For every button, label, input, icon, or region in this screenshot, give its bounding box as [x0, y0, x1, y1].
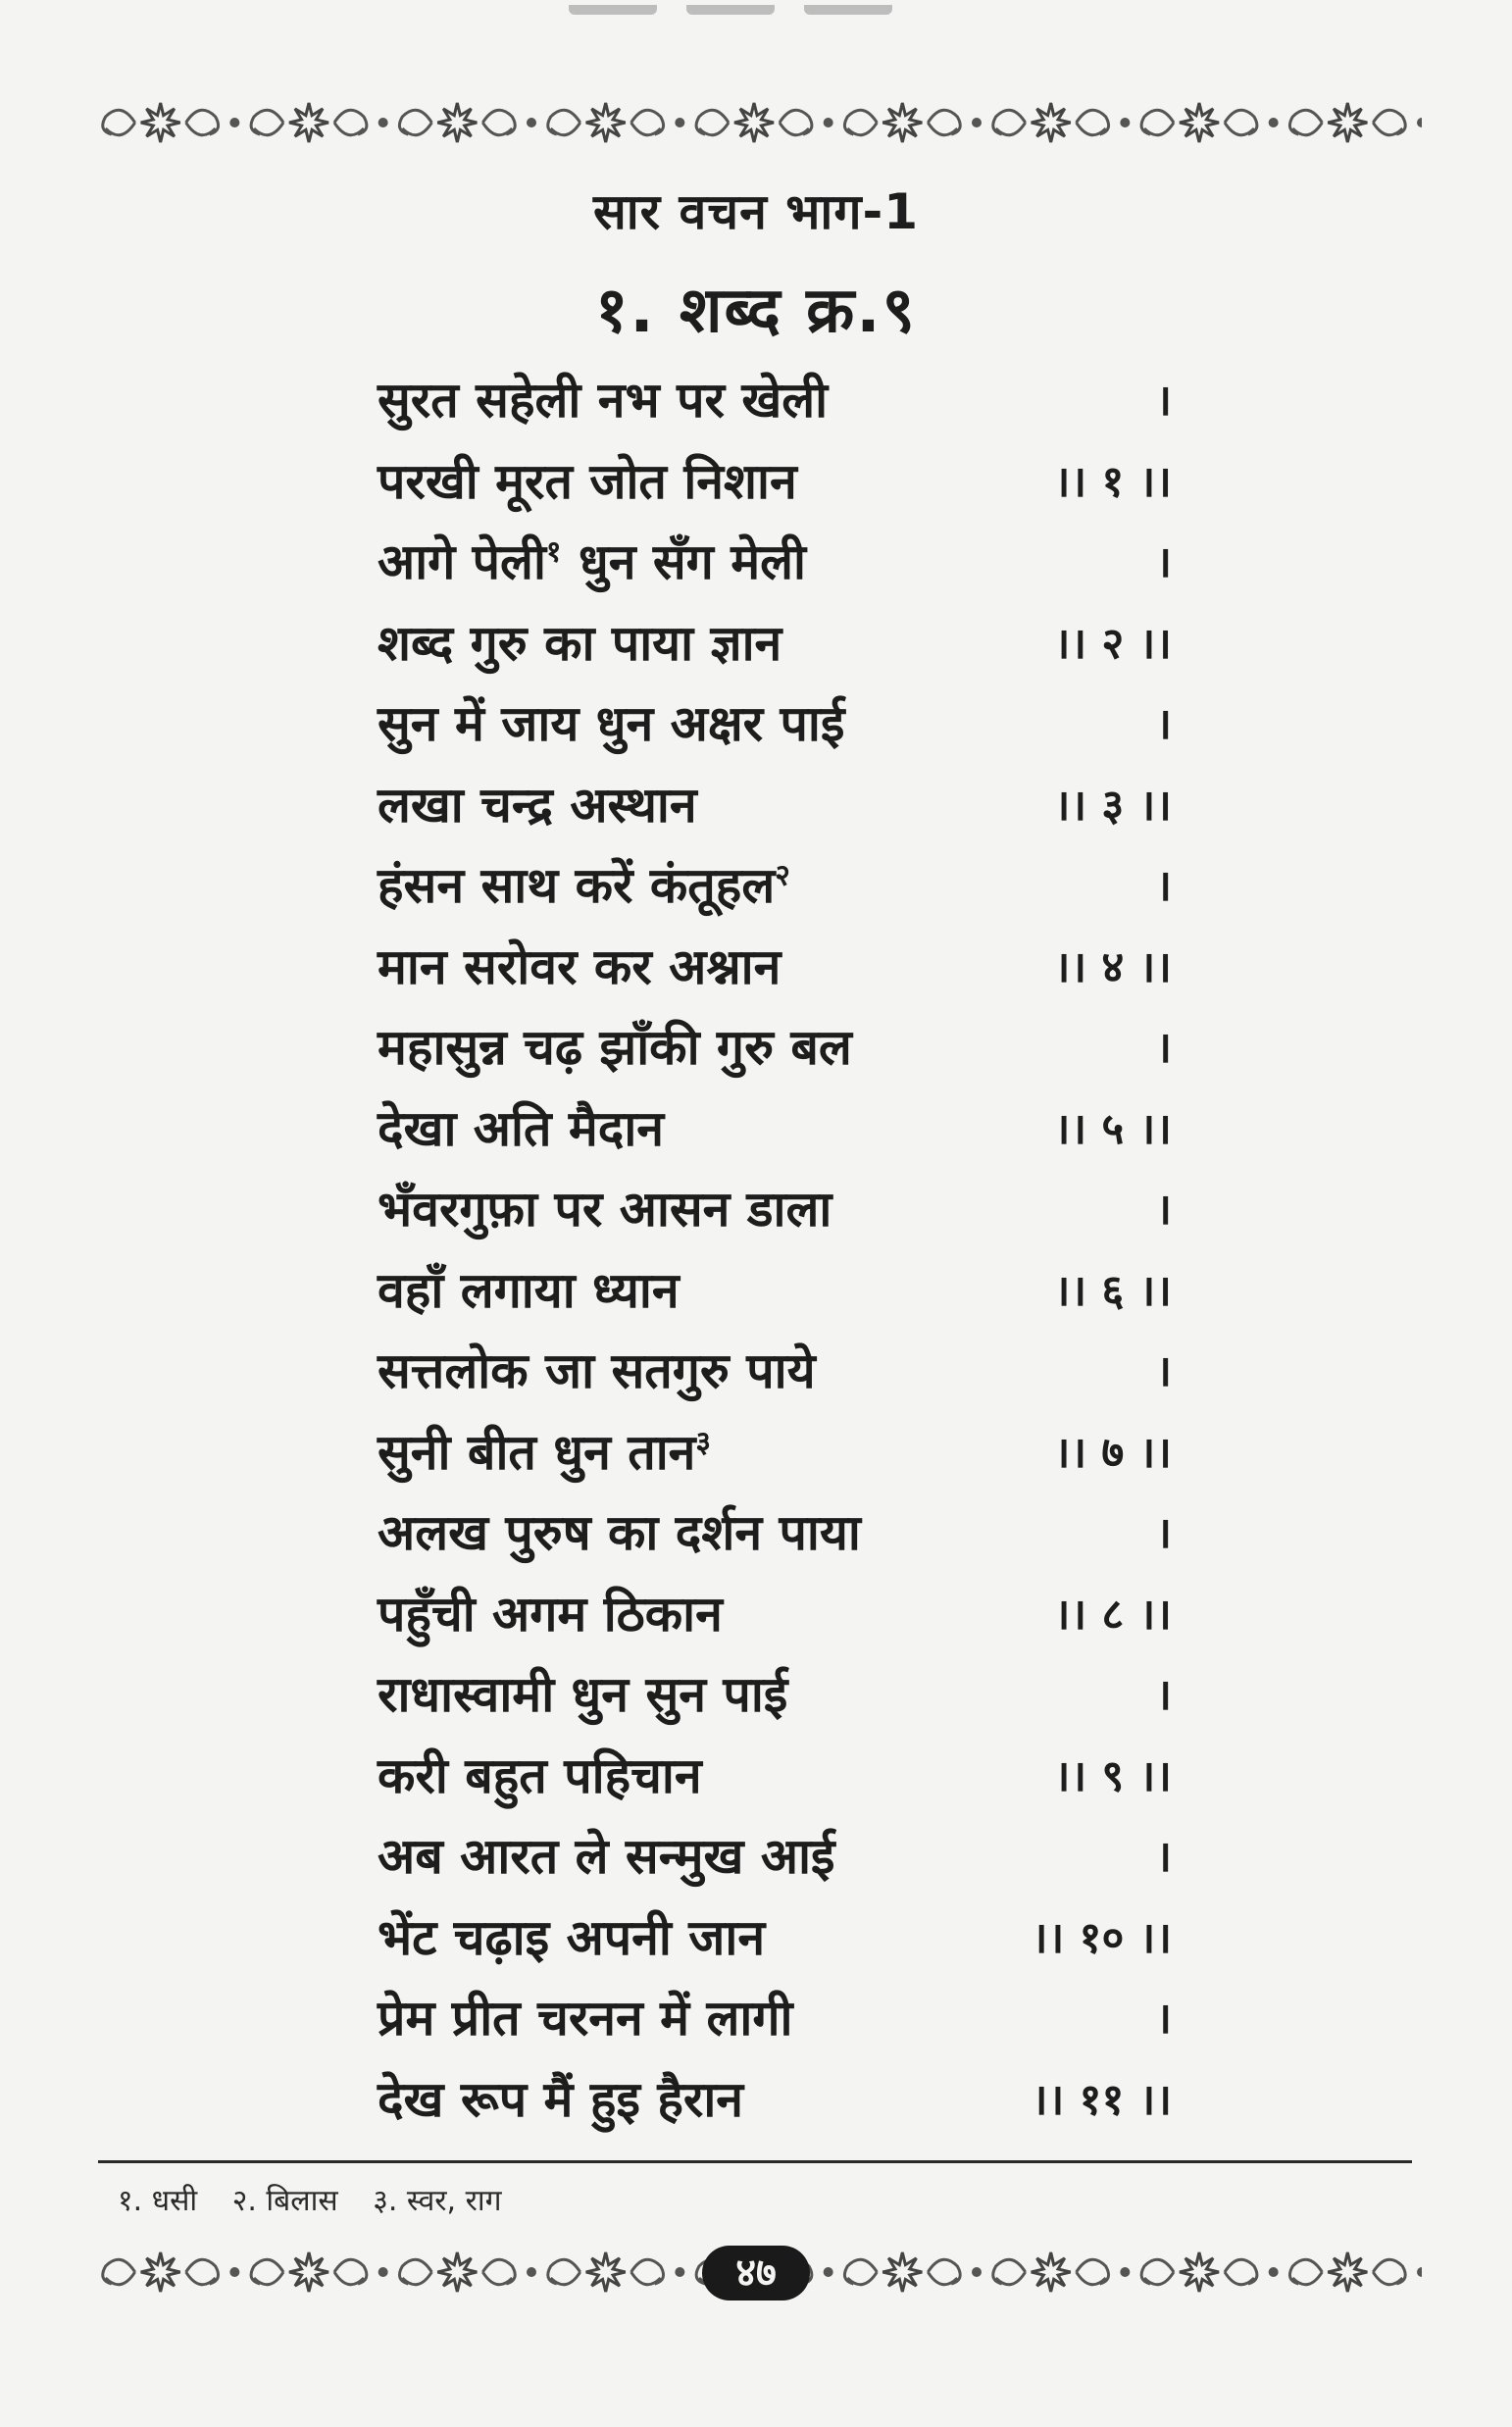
verse-text-main: पहुँची अगम ठिकान: [378, 1585, 723, 1643]
verse-end-mark: ।। १० ।।: [1031, 1912, 1172, 1963]
verse-line: [378, 1896, 1172, 1977]
verse-text: [378, 446, 1034, 513]
verse-end-mark: ।: [1155, 1508, 1172, 1559]
ornament-motif: [399, 2252, 536, 2292]
verse-text-main: वहाँ लगाया ध्यान: [378, 1261, 680, 1319]
verse-text-main: शब्द गुरु का पाया ज्ञान: [378, 614, 782, 672]
verse-text: [378, 850, 1135, 917]
top-ornament-svg: [86, 88, 1422, 157]
ornament-motif: [103, 2252, 240, 2292]
verse-text-main: महासुन्न चढ़ झाँकी गुरु बल: [378, 1019, 852, 1077]
ornament-motif: [1289, 103, 1422, 142]
verse-end-mark: ।: [1155, 699, 1172, 750]
verse-line: [378, 1652, 1172, 1734]
verse-end-mark: ।। २ ।।: [1053, 618, 1172, 669]
verse-line: [378, 1005, 1172, 1087]
footnote-2: २. बिलास: [231, 2184, 338, 2218]
verse-line: [378, 601, 1172, 683]
verse-text-main: सत्तलोक जा सतगुरु पाये: [378, 1342, 816, 1400]
verse-line: [378, 1087, 1172, 1168]
footnote-marker: १: [545, 534, 562, 570]
verse-line: [378, 682, 1172, 763]
verse-line: [378, 1976, 1172, 2057]
footnote-marker: ३: [695, 1425, 712, 1460]
footnote-divider: [98, 2160, 1412, 2163]
hymn-heading: १. शब्द क्र.९: [595, 275, 917, 347]
verse-text-main: राधास्वामी धुन सुन पाई: [378, 1666, 788, 1724]
footnote-1: १. धसी: [118, 2184, 198, 2218]
verse-text: [378, 365, 1135, 431]
verse-text: [378, 2064, 1012, 2131]
verse-text-main: भँवरगुफ़ा पर आसन डाला: [378, 1181, 832, 1239]
verse-line: [378, 1167, 1172, 1248]
footnotes: [118, 2179, 528, 2219]
verse-end-mark: ।। ३ ।।: [1053, 780, 1172, 831]
verse-text-main: देख रूप मैं हुइ हैरान: [378, 2070, 744, 2128]
verse-line: [378, 358, 1172, 439]
verse-text-main: अब आरत ले सन्मुख आई: [378, 1828, 835, 1886]
verse-line: [378, 1572, 1172, 1653]
verse-text: [378, 1741, 1034, 1807]
verse-end-mark: ।: [1155, 1185, 1172, 1236]
verse-text: [378, 688, 1135, 755]
verse-text-main: परखी मूरत जोत निशान: [378, 452, 797, 510]
book-title: सार वचन भाग-1: [592, 183, 920, 240]
ornament-motif: [251, 103, 388, 142]
verse-text-main: लखा चन्द्र अस्थान: [378, 776, 697, 834]
verse-end-mark: ।: [1155, 376, 1172, 427]
ornament-motif: [844, 2252, 982, 2292]
verse-text-main: देखा अति मैदान: [378, 1099, 665, 1157]
verse-text-main: आगे पेली: [378, 533, 546, 591]
verse-text-main: सुरत सहेली नभ पर खेली: [378, 372, 829, 430]
footnote-marker: २: [775, 858, 790, 893]
top-ornament-border: [86, 88, 1422, 157]
verse-text: [378, 1336, 1135, 1402]
verse-text: [378, 932, 1034, 998]
verse-end-mark: ।। ११ ।।: [1031, 2074, 1172, 2125]
verse-text: [378, 1497, 1135, 1564]
verse-line: [378, 843, 1172, 925]
verse-line: [378, 1410, 1172, 1492]
verse-text-main: हंसन साथ करें कंतूहल: [378, 857, 776, 915]
verse-line: [378, 1491, 1172, 1572]
verse-text-main: सुन में जाय धुन अक्षर पाई: [378, 695, 845, 753]
verse-text: [378, 1174, 1135, 1240]
verse-text-main: करी बहुत पहिचान: [378, 1746, 702, 1804]
verse-line: [378, 439, 1172, 521]
ornament-motif: [251, 2252, 388, 2292]
ornament-motif: [548, 2252, 685, 2292]
ornament-motif: [1141, 103, 1279, 142]
verse-text: [378, 1579, 1034, 1645]
verse-end-mark: ।: [1155, 1670, 1172, 1721]
ornament-motif: [548, 103, 685, 142]
verse-end-mark: ।। ७ ।।: [1053, 1427, 1172, 1478]
verse-text-main: भेंट चढ़ाइ अपनी जान: [378, 1908, 766, 1966]
verse-end-mark: ।। ९ ।।: [1053, 1750, 1172, 1801]
verse-text-rest: धुन सँग मेली: [561, 533, 806, 591]
page-number-badge: ४७: [702, 2246, 810, 2301]
verse-end-mark: ।: [1155, 1994, 1172, 2045]
verse-line: [378, 1734, 1172, 1815]
verse-text-main: मान सरोवर कर अश्नान: [378, 937, 781, 995]
verse-text-main: अलख पुरुष का दर्शन पाया: [378, 1504, 861, 1562]
verse-line: [378, 1329, 1172, 1410]
verse-line: [378, 763, 1172, 844]
ornament-motif: [399, 103, 536, 142]
verse-text: [378, 527, 1135, 593]
verse-text: [378, 1821, 1135, 1888]
ornament-motif: [1289, 2252, 1422, 2292]
verse-line: [378, 520, 1172, 601]
ornament-motif: [103, 103, 240, 142]
verse-text: [378, 1012, 1135, 1079]
verse-line: [378, 1814, 1172, 1896]
verse-text: [378, 1417, 1034, 1484]
verse-end-mark: ।। ६ ।।: [1053, 1265, 1172, 1316]
ornament-motif: [993, 103, 1131, 142]
verse-end-mark: ।: [1155, 1023, 1172, 1074]
verse-text: [378, 1093, 1034, 1160]
verse-end-mark: ।: [1155, 1346, 1172, 1397]
verse-end-mark: ।। ५ ।।: [1053, 1103, 1172, 1154]
verse-list: [378, 358, 1172, 2138]
verse-end-mark: ।: [1155, 861, 1172, 912]
running-head-remnant: [569, 0, 941, 18]
footnote-3: ३. स्वर, राग: [373, 2184, 502, 2218]
verse-text: [378, 770, 1034, 836]
verse-line: [378, 925, 1172, 1006]
verse-line: [378, 2057, 1172, 2139]
verse-end-mark: ।: [1155, 1832, 1172, 1883]
verse-text: [378, 1255, 1034, 1322]
verse-line: [378, 1248, 1172, 1330]
verse-text: [378, 1902, 1012, 1969]
ornament-motif: [696, 103, 833, 142]
verse-end-mark: ।। १ ।।: [1053, 456, 1172, 507]
verse-text-main: सुनी बीत धुन तान: [378, 1423, 696, 1481]
verse-text-main: प्रेम प्रीत चरनन में लागी: [378, 1990, 793, 2048]
ornament-motif: [1141, 2252, 1279, 2292]
ornament-motif: [993, 2252, 1131, 2292]
ornament-motif: [844, 103, 982, 142]
verse-end-mark: ।। ८ ।।: [1053, 1589, 1172, 1640]
verse-text: [378, 608, 1034, 675]
verse-text: [378, 1659, 1135, 1726]
verse-end-mark: ।। ४ ।।: [1053, 941, 1172, 992]
verse-text: [378, 1983, 1135, 2049]
verse-end-mark: ।: [1155, 537, 1172, 588]
